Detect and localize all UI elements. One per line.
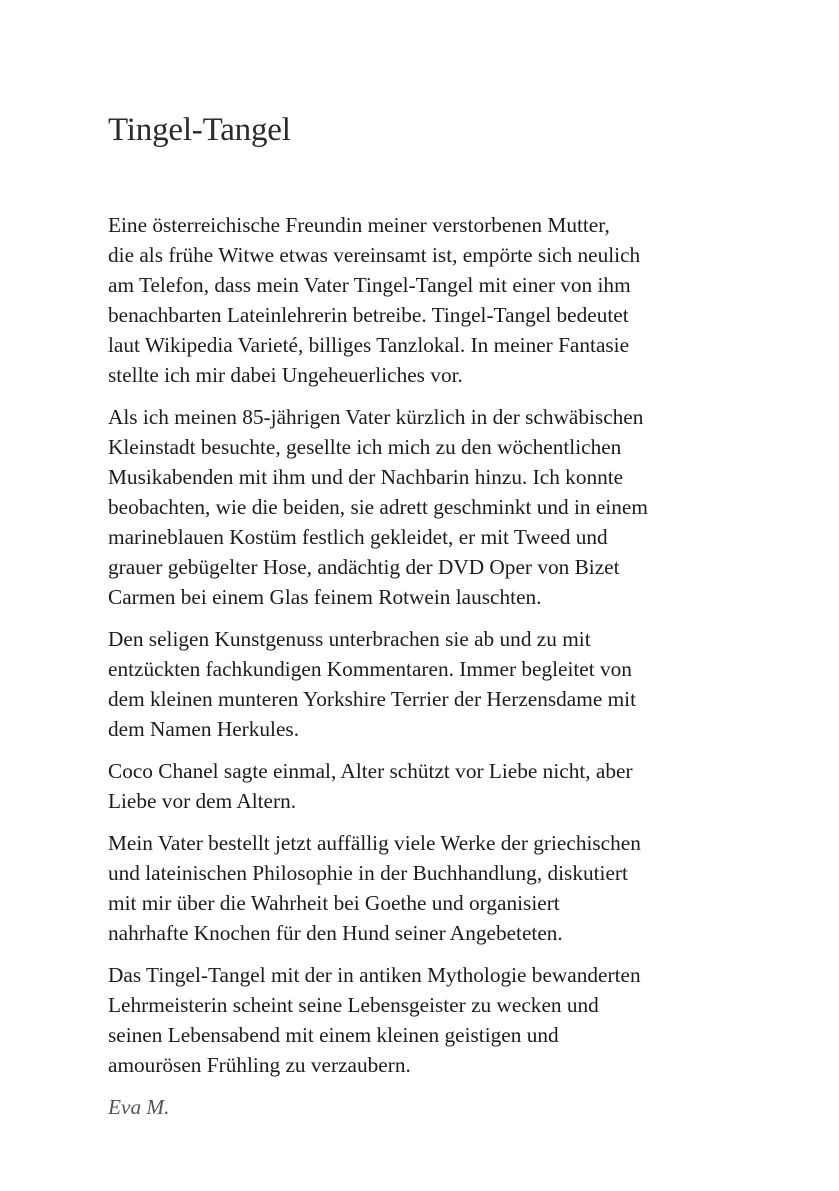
text-line: benachbarten Lateinlehrerin betreibe. Tingel-Tangel bedeutet (108, 303, 629, 327)
text-line: marineblauen Kostüm festlich gekleidet, er mit Tweed und (108, 525, 608, 549)
paragraph-5 (108, 828, 748, 948)
text-line: Mein Vater bestellt jetzt auffällig viele Werke der griechischen (108, 831, 641, 855)
document-page (108, 110, 748, 1122)
page-title: Tingel-Tangel (108, 112, 291, 148)
article-body (108, 210, 748, 1080)
text-line: dem Namen Herkules. (108, 717, 300, 741)
text-line: Lehrmeisterin scheint seine Lebensgeister zu wecken und (108, 993, 599, 1017)
text-line: mit mir über die Wahrheit bei Goethe und organisiert (108, 891, 560, 915)
text-line: Kleinstadt besuchte, gesellte ich mich zu den wöchentlichen (108, 435, 622, 459)
text-line: laut Wikipedia Varieté, billiges Tanzlokal. In meiner Fantasie (108, 333, 630, 357)
text-line: grauer gebügelter Hose, andächtig der DVD Oper von Bizet (108, 555, 620, 579)
text-line: amourösen Frühling zu verzaubern. (108, 1053, 411, 1077)
paragraph-4 (108, 756, 748, 816)
text-line: Als ich meinen 85-jährigen Vater kürzlich in der schwäbischen (108, 405, 644, 429)
text-line: Den seligen Kunstgenuss unterbrachen sie ab und zu mit (108, 627, 591, 651)
text-line: und lateinischen Philosophie in der Buchhandlung, diskutiert (108, 861, 628, 885)
text-line: entzückten fachkundigen Kommentaren. Immer begleitet von (108, 657, 632, 681)
paragraph-2 (108, 402, 748, 612)
text-line: Coco Chanel sagte einmal, Alter schützt vor Liebe nicht, aber (108, 759, 633, 783)
text-line: Eine österreichische Freundin meiner verstorbenen Mutter, (108, 213, 610, 237)
text-line: nahrhafte Knochen für den Hund seiner Angebeteten. (108, 921, 563, 945)
text-line: dem kleinen munteren Yorkshire Terrier der Herzensdame mit (108, 687, 637, 711)
author-signature: Eva M. (108, 1095, 170, 1119)
text-line: Carmen bei einem Glas feinem Rotwein lauschten. (108, 585, 542, 609)
paragraph-1 (108, 210, 748, 390)
text-line: stellte ich mir dabei Ungeheuerliches vor. (108, 363, 463, 387)
paragraph-6 (108, 960, 748, 1080)
text-line: die als frühe Witwe etwas vereinsamt ist, empörte sich neulich (108, 243, 641, 267)
text-line: Das Tingel-Tangel mit der in antiken Mythologie bewanderten (108, 963, 641, 987)
text-line: Musikabenden mit ihm und der Nachbarin hinzu. Ich konnte (108, 465, 624, 489)
text-line: Liebe vor dem Altern. (108, 789, 297, 813)
paragraph-3 (108, 624, 748, 744)
text-line: seinen Lebensabend mit einem kleinen geistigen und (108, 1023, 559, 1047)
text-line: beobachten, wie die beiden, sie adrett geschminkt und in einem (108, 495, 648, 519)
text-line: am Telefon, dass mein Vater Tingel-Tangel mit einer von ihm (108, 273, 631, 297)
